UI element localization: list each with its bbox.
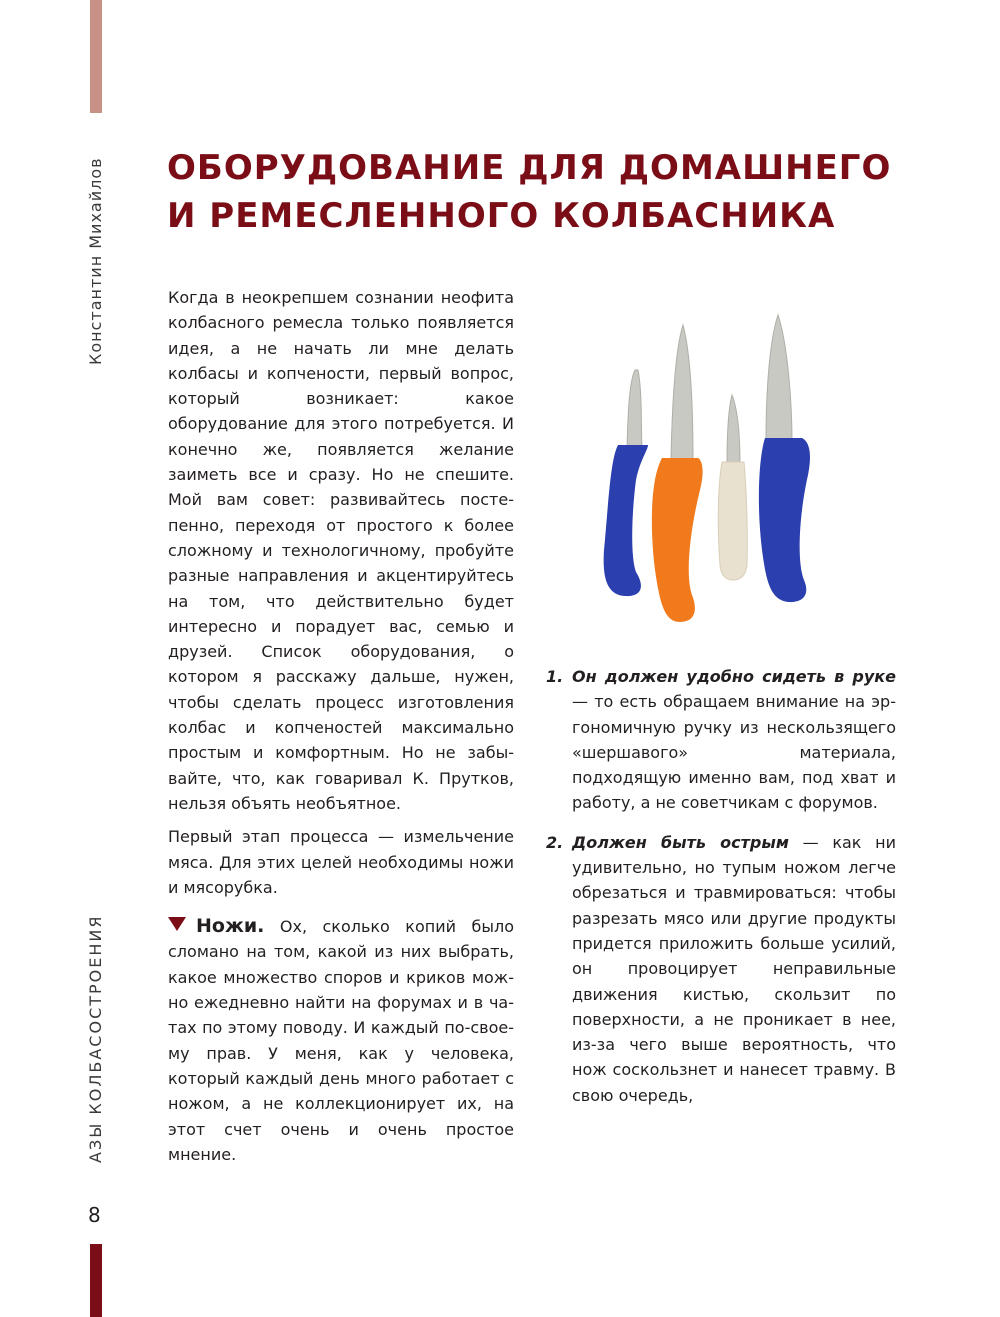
list-item [546, 830, 896, 1108]
knives-photo [590, 310, 900, 640]
running-head-book: АЗЫ КОЛБАСОСТРОЕНИЯ [86, 914, 105, 1163]
right-column [546, 664, 896, 1122]
chapter-title-line-1: ОБОРУДОВАНИЕ ДЛЯ ДОМАШНЕГО [167, 148, 892, 188]
knives-paragraph [168, 914, 514, 1167]
bottom-accent-bar [90, 1244, 102, 1317]
list-item-number: 1. [546, 667, 564, 686]
chapter-title [167, 144, 891, 240]
blue-boning-knife [759, 315, 810, 602]
list-item [546, 664, 896, 816]
orange-boning-knife [652, 325, 703, 622]
page-number: 8 [88, 1203, 101, 1227]
running-head-author: Константин Михайлов [86, 157, 105, 365]
list-item-number: 2. [546, 832, 564, 852]
chapter-title-line-2: И РЕМЕСЛЕННОГО КОЛБАСНИКА [167, 196, 836, 236]
knife-requirements-list [546, 664, 896, 1108]
top-accent-bar [90, 0, 102, 113]
knives-text: Ох, сколько копий было сломано на том, какой из них выбрать, какое множество споров и криков можно ежедневно найти на форумах и в чатах по этому поводу. И каждый по-своему прав. У меня, как у человека, который каждый день много работает с ножом, а не коллекционирует их, на этот счет очень и очень простое мнение. [168, 917, 514, 1164]
list-item-lead: Должен быть острым [572, 832, 789, 852]
list-item-text: — то есть обращаем внимание на эргономичную ручку из нескользящего «шершавого» материала, подходящую именно вам, под хват и работу, а не советчикам с форумов. [572, 692, 896, 813]
triangle-bullet-icon [168, 917, 186, 931]
list-item-lead: Он должен удобно сидеть в руке [572, 667, 896, 686]
intro-paragraph: Когда в неокрепшем сознании неофита колбасного ремесла только появляется идея, а не начать ли мне делать колбасы и копчености, первый вопрос, который возникает: какое оборудование для этого потребуется. И конечно же, появляется желание заиметь все и сразу. Но не спешите. Мой вам совет: развивайтесь постепенно, переходя от простого к более сложному и технологичному, пробуйте разные направления и акцентируйтесь на том, что действительно будет интересно и порадует вас, семью и друзей. Список оборудования, о котором я расскажу дальше, нужен, чтобы сделать процесс изготовления колбас и копченостей максимально простым и комфортным. Но не забывайте, что, как говаривал К. Прутков, нельзя объять необъятное. [168, 288, 514, 813]
list-item-text: — как ни удивительно, но тупым ножом легче обрезаться и травмироваться: чтобы разрезать мясо или другие продукты придется приложить больше усилий, он провоцирует неправильные движения кистью, скользит по поверхности, а не проникает в нее, из-за чего выше вероятность, что нож соскользнет и нанесет травму. В свою очередь, [572, 832, 897, 1105]
knives-heading: Ножи. [196, 915, 265, 938]
white-paring-knife [718, 395, 747, 580]
blue-paring-knife [604, 370, 648, 596]
meat-grinding-paragraph: Первый этап процесса — измельчение мяса. Для этих целей необходимы ножи и мясорубка. [168, 827, 514, 897]
left-column [168, 285, 514, 1175]
